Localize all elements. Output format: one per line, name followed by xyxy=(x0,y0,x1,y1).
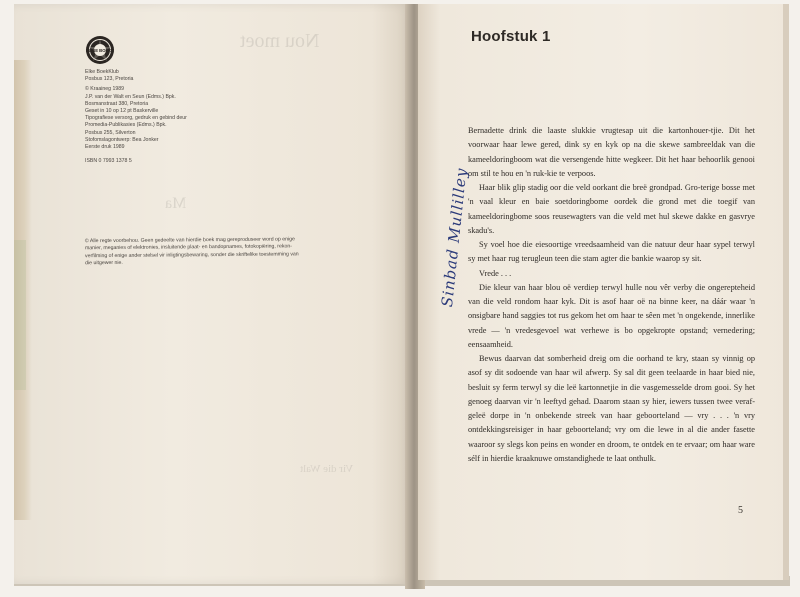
chapter-body xyxy=(468,124,755,466)
imprint-cover: Stofomslagontwerp: Bea Jonker xyxy=(85,136,159,143)
right-page-edge xyxy=(783,4,789,580)
imprint-street: Bosmanstraat 380, Pretoria xyxy=(85,100,149,107)
ghost-text-left-mid: Ma xyxy=(165,195,187,212)
paragraph: Bewus daarvan dat somberheid dreig om die oorhand te kry, staan sy vinnig op asof sy dit sodoende van haar wil afwerp. Sy sal dit geen teelaarde in haar bied nie, besluit sy ferm terwyl sy die leë kartonnetjie in die vasgemesselde drom gooi. Sy het genoeg daarvan vir 'n leeftyd gehad. Daarom staan sy hier, iewers tussen twee veraf-geleë dorpe in 'n onbekende streek van haar geboorteland — vry . . . 'n vry ontdekkingsreisiger in haar geboorteland; vry om die lewe in al die ander fasette waaroor sy slegs kon peins en wonder en droom, te ontdek en te ervaar; om haar ware sélf in hierdie kraaknuwe omstandighede te laat onthulk. xyxy=(468,354,755,463)
paragraph: Die kleur van haar blou oë verdiep terwyl hulle nou vêr verby die ongerepteheid van die veld rondom haar kyk. Dit is asof haar oë na binne keer, na dáár waar 'n onsigbare hand saggies tot rus gekom het om haar te sêen met 'n ongekende, innerlike vrede — 'n vredesgevoel wat verhewe is bo opgekropte opstand; vernedering; eensaamheid. xyxy=(468,282,755,349)
imprint-publisher-line: J.P. van der Walt en Seun (Edms.) Bpk. xyxy=(85,93,176,100)
imprint-first-edition: Eerste druk 1989 xyxy=(85,144,125,151)
imprint-printer-box: Posbus 255, Silverton xyxy=(85,129,136,136)
rights-notice xyxy=(85,236,367,268)
paragraph: Bernadette drink die laaste slukkie vrugtesap uit die kartonhouer-tjie. Dit het voorwaar haar lewe gered, dink sy en kyk op na die skewe sambreeldak van die kameeldoringboom wat die versengende hitte wegkeer. Dit het haar behoorlik genooi om stil te hou en 'n ruk-kie te verpoos. xyxy=(468,126,755,178)
imprint-copyright: © Kraaineg 1989 xyxy=(85,86,125,93)
elsie-books-logo-icon xyxy=(84,34,116,66)
imprint-address: Posbus 123, Pretoria xyxy=(85,76,134,83)
handwritten-signature: Sinbad Mullilley xyxy=(438,166,471,308)
left-page-stain xyxy=(14,240,26,390)
imprint-printer: Promedia-Publikasies (Edms.) Bpk. xyxy=(85,122,167,129)
imprint-printing: Tipografiese versorg, gedruk en gebind deur xyxy=(85,115,187,122)
imprint-block xyxy=(85,69,385,165)
ghost-text-left-top: Nou moet xyxy=(240,30,320,52)
paragraph: Sy voel hoe die eiesoortige vreedsaamheid van die natuur deur haar sypel terwyl sy met haar rug terugleun teen die stam agter die bankie waarop sy sit. xyxy=(468,240,755,264)
logo-text: ELSIE BOEKE xyxy=(85,47,115,53)
paragraph: Vrede . . . xyxy=(479,268,512,278)
imprint-publisher: Elke BoekKlub xyxy=(85,69,119,75)
ghost-text-left-bottom: Vir die Walt xyxy=(300,463,354,475)
rights-line: die uitgewer nie. xyxy=(85,260,123,267)
imprint-typeset: Geset in 10 op 12 pt Baskerville xyxy=(85,108,159,115)
rights-line: © Alle regte voorbehou. Geen gedeelte van hierdie boek mag gereproduseer word op enige xyxy=(84,236,295,245)
page-number: 5 xyxy=(738,505,743,516)
paragraph: Haar blik glip stadig oor die veld oorkant die breë grondpad. Gro-terige bosse met 'n vaal kleur en baie soetdoringbome oordek die grond met die toegif van kameeldoringbome soos reusewagters van die veld met hul skewe dakke en gasvrye skadu's. xyxy=(468,183,755,235)
rights-line: verfilming of enige ander stelsel vir inligtingsbewaring, sonder die skriftelike toestemming van xyxy=(85,251,299,260)
imprint-isbn: ISBN 0 7993 1378 5 xyxy=(85,158,132,165)
rights-line: manier, meganies of elektronies, insluitende plaat- en bandopnames, fotokopiëring, rekon- xyxy=(84,243,293,252)
chapter-title: Hoofstuk 1 xyxy=(471,28,551,45)
